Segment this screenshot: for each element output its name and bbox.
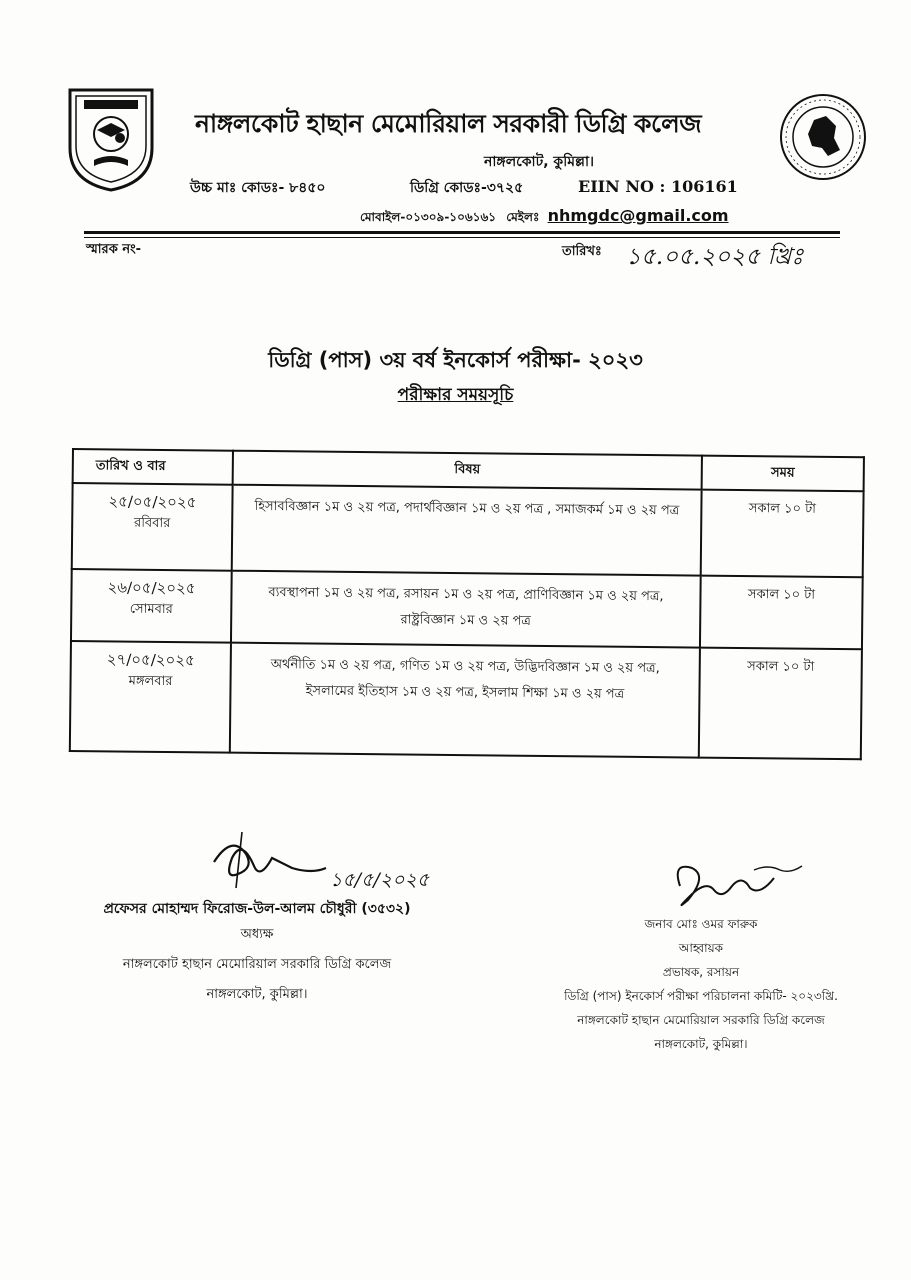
time-cell: সকাল ১০ টা [700,576,863,650]
date-cell [71,569,232,643]
table-row [70,641,862,759]
memo-number-label: স্মারক নং- [86,242,142,257]
convener-name: জনাব মোঃ ওমর ফারুক [644,917,758,931]
exam-title: ডিগ্রি (পাস) ৩য় বর্ষ ইনকোর্স পরীক্ষা- ২০২৩ [268,348,643,372]
college-location: নাঙ্গলকোট, কুমিল্লা। [484,154,595,170]
principal-signature-date: ১৫/৫/২০২৫ [330,869,430,891]
date-label: তারিখঃ [562,244,602,259]
exam-day: সোমবার [129,601,173,618]
schedule-title [0,382,911,410]
college-logo-icon [66,86,156,192]
issue-date: ১৫.০৫.২০২৫ খ্রিঃ [626,244,804,270]
principal-signature-block [42,898,472,1010]
mobile-number: মোবাইল-০১৩০৯-১০৬১৬১ [360,210,497,224]
exam-day: মঙ্গলবার [128,673,173,690]
government-seal-icon [778,92,868,182]
eiin-number: EIIN NO : 106161 [578,177,738,196]
college-name: নাঙ্গলকোট হাছান মেমোরিয়াল সরকারী ডিগ্রি কলেজ [195,109,702,138]
header-time: সময় [702,456,864,492]
exam-day: রবিবার [133,515,171,532]
subjects-cell: ব্যবস্থাপনা ১ম ও ২য় পত্র, রসায়ন ১ম ও ২য় পত্র, প্রাণিবিজ্ঞান ১ম ও ২য় পত্র, রাষ্ট্রবিজ্ঞান ১ম ও ২য় পত্র [231,571,701,648]
committee-name: ডিগ্রি (পাস) ইনকোর্স পরীক্ষা পরিচালনা কমিটি- ২০২৩খ্রি. [564,989,838,1003]
date-cell [70,641,231,753]
subjects-cell: অর্থনীতি ১ম ও ২য় পত্র, গণিত ১ম ও ২য় পত্র, উদ্ভিদবিজ্ঞান ১ম ও ২য় পত্র, ইসলামের ইতিহাস ১ম ও ২য় পত্র, ইসলাম শিক্ষা ১ম ও ২য় পত্র [230,643,700,758]
convener-role: আহ্বায়ক [678,941,724,955]
hsc-code: উচ্চ মাঃ কোডঃ- ৮৪৫০ [190,180,326,196]
convener-designation: প্রভাষক, রসায়ন [662,965,740,979]
convener-institution: নাঙ্গলকোট হাছান মেমোরিয়াল সরকারি ডিগ্রি কলেজ [577,1013,825,1027]
principal-name: প্রফেসর মোহাম্মদ ফিরোজ-উল-আলম চৌধুরী (৩৫৩২) [103,901,411,917]
header-subject: বিষয় [233,451,702,490]
convener-signature-block [498,912,904,1056]
date-cell [72,483,233,571]
degree-code: ডিগ্রি কোডঃ-৩৭২৫ [410,180,524,196]
principal-designation: অধ্যক্ষ [240,927,274,942]
header-date: তারিখ ও বার [73,449,233,485]
table-row [72,483,864,577]
email-address[interactable]: nhmgdc@gmail.com [547,206,729,225]
email-label: মেইলঃ [506,210,540,224]
exam-date: ২৫/০৫/২০২৫ [108,492,197,512]
header-divider [84,231,840,234]
table-row [71,569,863,649]
exam-date: ২৭/০৫/২০২৫ [106,650,195,670]
exam-date: ২৬/০৫/২০২৫ [107,578,196,598]
exam-schedule-table [69,448,865,760]
principal-institution: নাঙ্গলকোট হাছান মেমোরিয়াল সরকারি ডিগ্রি কলেজ [122,957,392,972]
time-cell: সকাল ১০ টা [699,648,862,760]
time-cell: সকাল ১০ টা [701,490,864,578]
principal-location: নাঙ্গলকোট, কুমিল্লা। [206,987,308,1002]
contact-line [360,206,729,229]
subjects-cell: হিসাববিজ্ঞান ১ম ও ২য় পত্র, পদার্থবিজ্ঞান ১ম ও ২য় পত্র , সমাজকর্ম ১ম ও ২য় পত্র [232,485,702,576]
schedule-title-text: পরীক্ষার সময়সূচি [397,385,514,405]
convener-signature [650,856,820,916]
convener-location: নাঙ্গলকোট, কুমিল্লা। [654,1037,748,1051]
